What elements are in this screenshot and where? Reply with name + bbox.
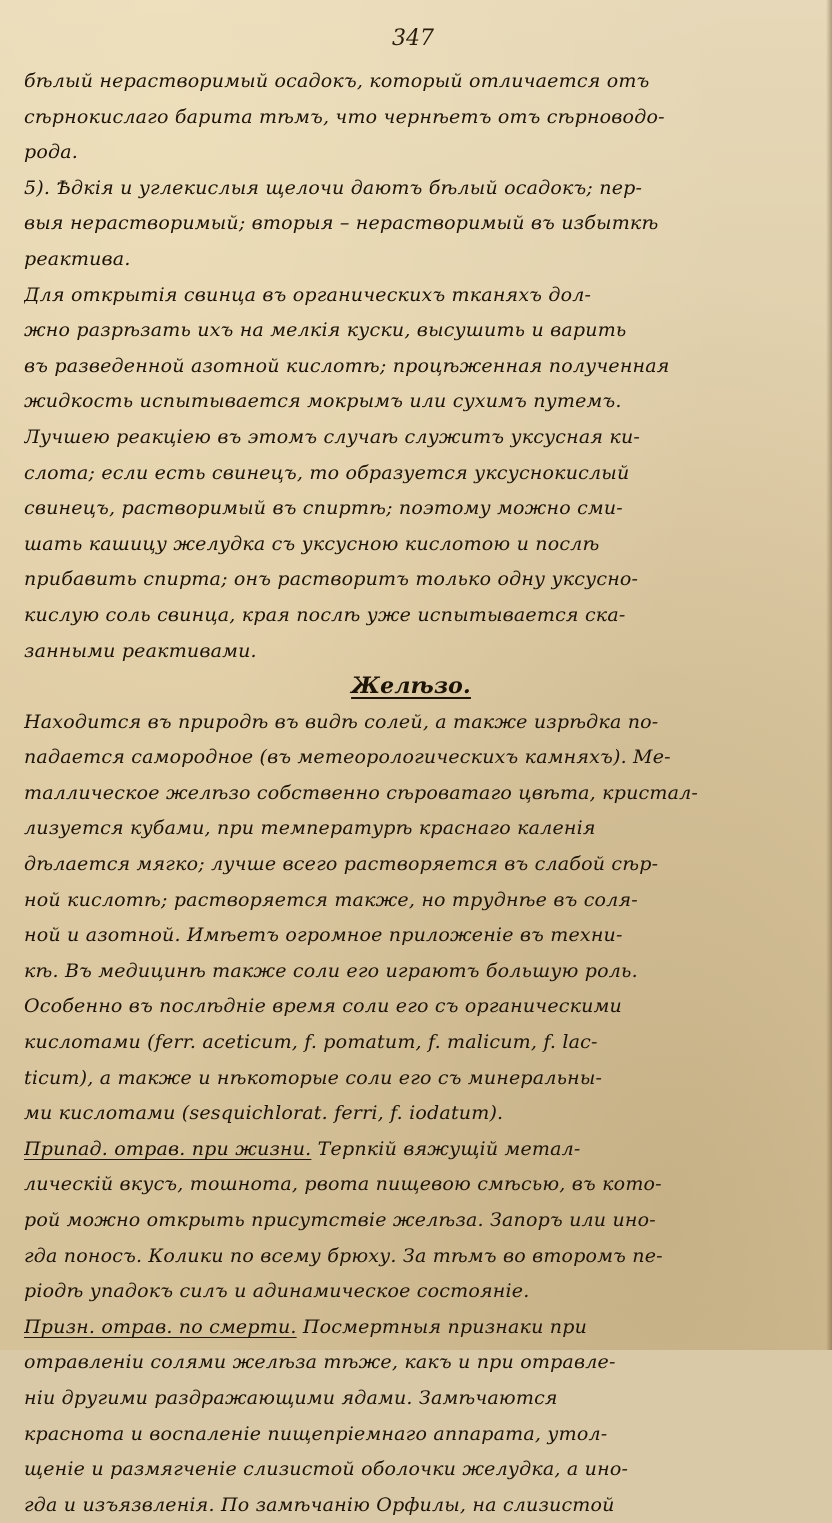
- text-line: таллическое желѣзо собственно сѣроватаго цвѣта, кристал-: [24, 781, 699, 804]
- text-line: лическій вкусъ, тошнота, рвота пищевою смѣсью, въ кото-: [24, 1173, 662, 1196]
- text-line: щеніе и размягченіе слизистой оболочки желудка, а ино-: [24, 1458, 629, 1481]
- text-line: ніи другими раздражающими ядами. Замѣчаются: [24, 1386, 558, 1409]
- text-line: гда поносъ. Колики по всему брюху. За тѣмъ во второмъ пе-: [24, 1244, 663, 1267]
- text-line: Особенно въ послѣдніе время соли его съ органическими: [24, 995, 622, 1018]
- text-line: рой можно открыть присутствіе желѣза. Запоръ или ино-: [24, 1209, 656, 1231]
- page-number: 347: [392, 26, 434, 51]
- subsection-heading: Припад. отрав. при жизни.: [24, 1137, 312, 1160]
- text-line: въ разведенной азотной кислотѣ; процѣженная полученная: [24, 354, 670, 377]
- text-line: 5). Ѣдкія и углекислыя щелочи даютъ бѣлый осадокъ; пер-: [24, 176, 643, 199]
- text-line: ной кислотѣ; растворяется также, но труднѣе въ соля-: [24, 888, 638, 911]
- text-line: Для открытія свинца въ органическихъ тканяхъ дол-: [24, 283, 592, 306]
- text-line: рода.: [24, 141, 79, 164]
- subsection-line: Призн. отрав. по смерти. Посмертныя признаки при: [24, 1315, 588, 1338]
- text-line: занными реактивами.: [24, 639, 257, 662]
- text-line: реактива.: [24, 247, 131, 270]
- text-line: лизуется кубами, при температурѣ краснаго каленія: [24, 817, 596, 840]
- text-line: жно разрѣзать ихъ на мелкія куски, высушить и варить: [24, 319, 627, 342]
- subsection-heading: Призн. отрав. по смерти.: [24, 1315, 297, 1338]
- text-line: прибавить спирта; онъ растворитъ только одну уксусно-: [24, 568, 639, 591]
- text-line: шать кашицу желудка съ уксусною кислотою и послѣ: [24, 532, 600, 555]
- text-line: падается самородное (въ метеорологическихъ камняхъ). Ме-: [24, 746, 671, 769]
- text-line: ticum), а также и нѣкоторые соли его съ минеральны-: [24, 1066, 603, 1089]
- text-line: краснота и воспаленіе пищепріемнаго аппарата, утол-: [24, 1422, 608, 1445]
- text-line: слота; если есть свинецъ, то образуется уксуснокислый: [24, 461, 630, 484]
- text-line: свинецъ, растворимый въ спиртѣ; поэтому можно сми-: [24, 497, 623, 520]
- subsection-line: Припад. отрав. при жизни. Терпкій вяжущій метал-: [24, 1137, 581, 1160]
- page-edge-shadow: [826, 0, 832, 1350]
- text-line: бѣлый нерастворимый осадокъ, который отличается отъ: [24, 70, 650, 92]
- text-line: отравленіи солями желѣза тѣже, какъ и при отравле-: [24, 1351, 616, 1374]
- handwritten-text-block: [24, 64, 798, 1523]
- text-line: жидкость испытывается мокрымъ или сухимъ путемъ.: [24, 390, 622, 413]
- text-line: Находится въ природѣ въ видѣ солей, а также изрѣдка по-: [24, 710, 659, 733]
- text-line: Лучшею реакціею въ этомъ случаѣ служитъ уксусная ки-: [24, 425, 641, 448]
- text-line: кислотами (ferr. aceticum, f. pomatum, f. malicum, f. lac-: [24, 1031, 598, 1054]
- text-line: выя нерастворимый; вторыя – нерастворимый въ избыткѣ: [24, 212, 659, 235]
- text-line: ми кислотами (sesquichlorat. ferri, f. iodatum).: [24, 1102, 504, 1125]
- text-line: гда и изъязвленія. По замѣчанію Орфилы, на слизистой: [24, 1493, 615, 1516]
- text-line: дѣлается мягко; лучше всего растворяется въ слабой сѣр-: [24, 853, 659, 876]
- text-line: ріодѣ упадокъ силъ и адинамическое состояніе.: [24, 1280, 530, 1303]
- text-line: кислую соль свинца, края послѣ уже испытывается ска-: [24, 603, 626, 626]
- section-heading: Желѣзо.: [351, 673, 471, 700]
- text-line: ной и азотной. Имѣетъ огромное приложеніе въ техни-: [24, 924, 623, 947]
- text-line: сѣрнокислаго барита тѣмъ, что чернѣетъ отъ сѣрноводо-: [24, 105, 665, 128]
- text-line: кѣ. Въ медицинѣ также соли его играютъ большую роль.: [24, 959, 638, 982]
